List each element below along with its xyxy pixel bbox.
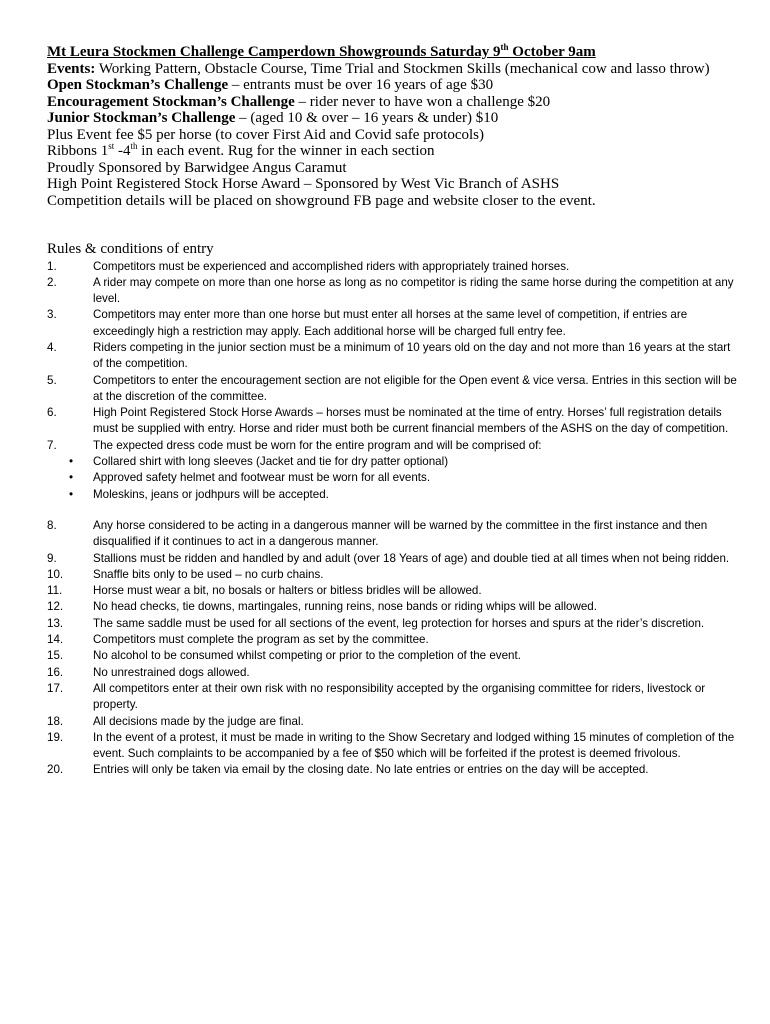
rule-item — [47, 681, 737, 714]
rule-text: Any horse considered to be acting in a dangerous manner will be warned by the committee in the first instance and then disqualified if it continues to act in a dangerous manner. — [93, 518, 708, 549]
open-challenge-line — [47, 77, 737, 94]
rule-item — [47, 714, 737, 730]
junior-challenge-label: Junior Stockman’s Challenge — [47, 110, 236, 126]
rule-item — [47, 438, 737, 454]
rule-number: 10. — [47, 567, 64, 581]
encouragement-challenge-label: Encouragement Stockman’s Challenge — [47, 93, 295, 110]
rule-text: The expected dress code must be worn for the entire program and will be comprised of: — [93, 438, 542, 452]
rule-text: The same saddle must be used for all sections of the event, leg protection for horses and spurs at the rider’s discretion. — [93, 616, 705, 630]
rule-item — [47, 648, 737, 664]
rule-item — [47, 307, 737, 340]
list-spacer — [47, 503, 737, 518]
rule-number: 15. — [47, 649, 64, 663]
rule-item — [47, 340, 737, 373]
title-date-time: October 9am — [508, 44, 596, 60]
junior-challenge-line — [47, 110, 737, 127]
encouragement-challenge-text: – rider never to have won a challenge $20 — [294, 93, 551, 110]
rule-item — [47, 730, 737, 763]
rule-text: All competitors enter at their own risk with no responsibility accepted by the organising committee for riders, livestock or property. — [93, 681, 706, 712]
rule-number: 4. — [47, 340, 57, 354]
rule-item — [47, 373, 737, 406]
document-page — [47, 44, 737, 779]
rule-item — [47, 599, 737, 615]
ribbons-superscript-first: st — [108, 141, 115, 151]
rule-number: 8. — [47, 518, 57, 532]
rule-number: 2. — [47, 275, 57, 289]
rule-text: A rider may compete on more than one horse as long as no competitor is riding the same horse during the competition at any level. — [93, 275, 734, 306]
rule-number: 17. — [47, 681, 64, 695]
rule-item — [47, 616, 737, 632]
rule-number: 13. — [47, 616, 64, 630]
rule-text: In the event of a protest, it must be made in writing to the Show Secretary and lodged withing 15 minutes of completion of the event. Such complaints to be accompanied by a fee of $50 which will be forfeited if the protest is deemed frivolous. — [93, 730, 735, 761]
rules-list-first — [47, 259, 737, 455]
rule-item — [47, 632, 737, 648]
rule-number: 16. — [47, 665, 64, 679]
rule-number: 7. — [47, 438, 57, 452]
encouragement-challenge-line — [47, 94, 737, 111]
junior-challenge-text: – (aged 10 & over – 16 years & under) $10 — [235, 110, 499, 126]
rule-number: 3. — [47, 308, 57, 322]
title-text: Mt Leura Stockmen Challenge Camperdown Showgrounds Saturday 9 — [47, 44, 501, 60]
rule-text: Stallions must be ridden and handled by and adult (over 18 Years of age) and double tied at all times when not being ridden. — [93, 551, 730, 565]
rule-item — [47, 405, 737, 438]
rule-item — [47, 551, 737, 567]
rule-number: 14. — [47, 633, 64, 647]
rule-number: 1. — [47, 259, 57, 273]
ribbons-superscript-fourth: th — [130, 141, 138, 151]
rule-text: Entries will only be taken via email by the closing date. No late entries or entries on the day will be accepted. — [93, 763, 649, 777]
rules-list-second — [47, 518, 737, 779]
rule-text: High Point Registered Stock Horse Awards – horses must be nominated at the time of entry. Horses’ full registration details must be supplied with entry. Horse and rider must both be current financial members of the ASHS on the day of competition. — [93, 406, 729, 436]
rules-heading: Rules & conditions of entry — [47, 241, 214, 257]
rule-item — [47, 762, 737, 778]
events-line — [47, 61, 737, 78]
rule-text: Riders competing in the junior section must be a minimum of 10 years old on the day and not more than 16 years at the start of the competition. — [93, 340, 731, 371]
rule-item — [47, 665, 737, 681]
rule-text: No alcohol to be consumed whilst competing or prior to the completion of the event. — [93, 649, 521, 663]
event-header — [47, 44, 737, 209]
dress-code-item: • Moleskins, jeans or jodhpurs will be accepted. — [47, 487, 737, 503]
ribbons-text: Ribbons 1 — [47, 143, 109, 159]
rule-item — [47, 259, 737, 275]
rule-text: Competitors must be experienced and accomplished riders with appropriately trained horses. — [93, 259, 570, 273]
rule-number: 20. — [47, 763, 64, 777]
rule-number: 6. — [47, 406, 57, 420]
rule-text: No unrestrained dogs allowed. — [93, 665, 250, 679]
open-challenge-label: Open Stockman’s Challenge — [47, 77, 229, 93]
rule-number: 18. — [47, 714, 64, 728]
rule-number: 12. — [47, 600, 64, 614]
rule-item — [47, 567, 737, 583]
rule-text: All decisions made by the judge are final. — [93, 714, 304, 728]
award-line: High Point Registered Stock Horse Award – Sponsored by West Vic Branch of ASHS — [47, 176, 560, 192]
event-fee-line: Plus Event fee $5 per horse (to cover First Aid and Covid safe protocols) — [47, 126, 484, 143]
ribbons-range: -4 — [114, 143, 131, 159]
rule-number: 5. — [47, 373, 57, 387]
rule-number: 19. — [47, 730, 64, 744]
ribbons-rug-text: in each event. Rug for the winner in each section — [137, 143, 435, 159]
section-gap — [47, 209, 737, 241]
rule-text: Competitors may enter more than one horse but must enter all horses at the same level of competition, if entries are exceedingly high a restriction may apply. Each additional horse will be charged full entry fee. — [93, 308, 688, 338]
rule-number: 11. — [47, 584, 63, 598]
rule-item — [47, 583, 737, 599]
rule-text: Horse must wear a bit, no bosals or halters or bitless bridles will be allowed. — [93, 584, 482, 598]
dress-code-item: • Collared shirt with long sleeves (Jacket and tie for dry patter optional) — [47, 454, 737, 470]
events-label: Events: — [47, 60, 96, 77]
rule-text: Competitors to enter the encouragement section are not eligible for the Open event & vice versa. Entries in this section will be at the discretion of the committee. — [93, 373, 737, 403]
rules-section — [47, 259, 737, 779]
rule-item — [47, 518, 737, 551]
rule-number: 9. — [47, 551, 57, 565]
title-superscript: th — [500, 42, 509, 52]
rule-text: No head checks, tie downs, martingales, running reins, nose bands or riding whips will be allowed. — [93, 600, 597, 614]
open-challenge-text: – entrants must be over 16 years of age $30 — [228, 77, 494, 93]
rule-text: Competitors must complete the program as set by the committee. — [93, 633, 429, 647]
events-text: Working Pattern, Obstacle Course, Time Trial and Stockmen Skills (mechanical cow and lasso throw) — [95, 60, 710, 77]
details-line: Competition details will be placed on showground FB page and website closer to the event. — [47, 192, 596, 209]
rule-item — [47, 275, 737, 308]
rule-text: Snaffle bits only to be used – no curb chains. — [93, 567, 324, 581]
document-title — [47, 44, 737, 61]
sponsor-line: Proudly Sponsored by Barwidgee Angus Caramut — [47, 159, 347, 176]
dress-code-item: • Approved safety helmet and footwear must be worn for all events. — [47, 470, 737, 486]
ribbons-line — [47, 143, 737, 160]
dress-code-list — [47, 454, 737, 503]
